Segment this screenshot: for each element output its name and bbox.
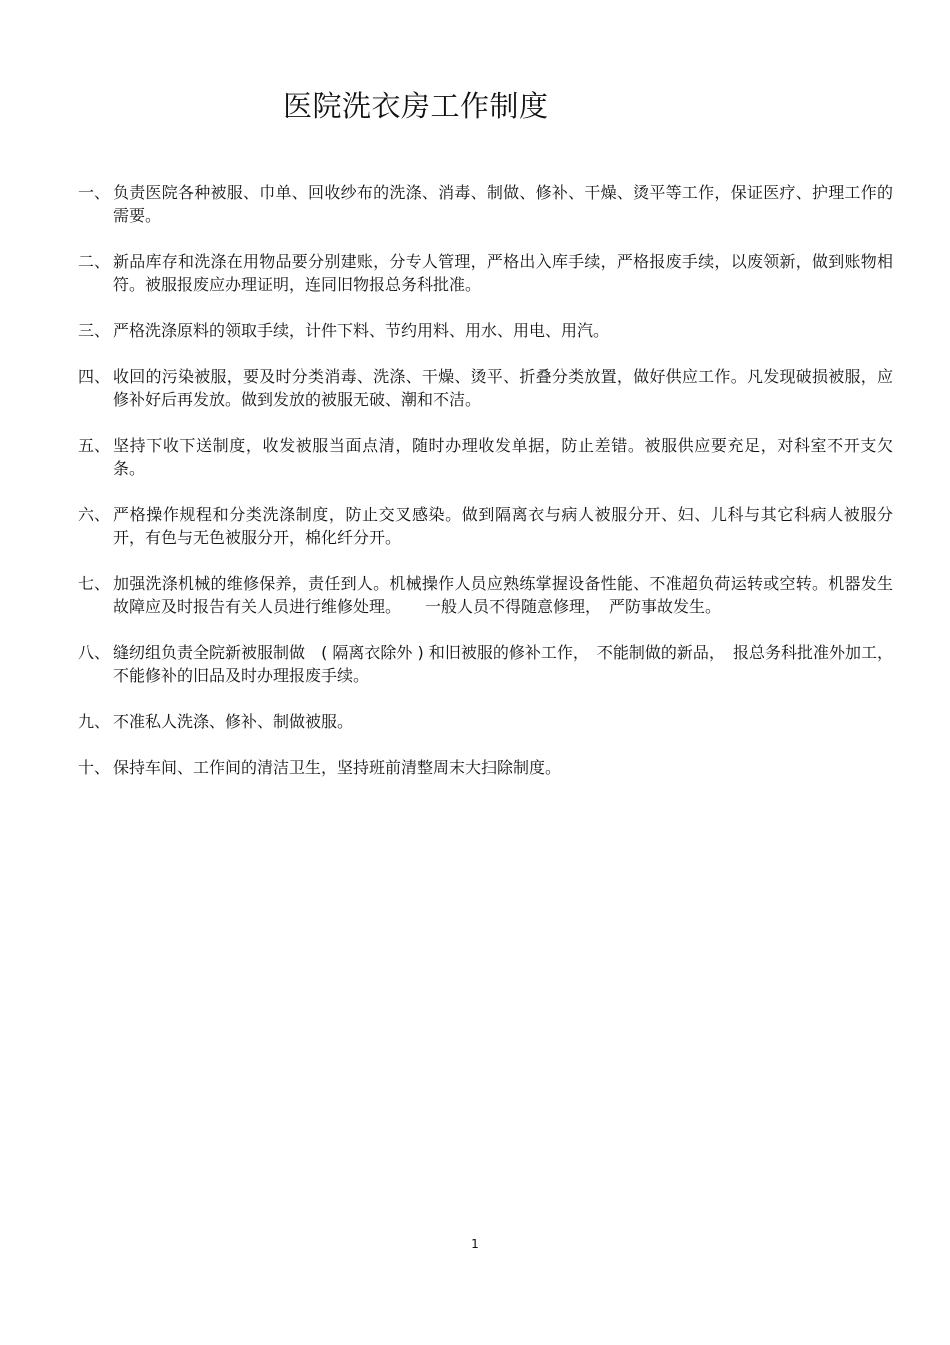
rule-text: 坚持下收下送制度，收发被服当面点清，随时办理收发单据，防止差错。被服供应要充足，对科室不开支欠条。	[113, 436, 893, 478]
rule-number: 三、	[78, 321, 111, 340]
rule-item-5	[78, 434, 893, 480]
rule-item-6	[78, 503, 893, 549]
rule-text: 负责医院各种被服、巾单、回收纱布的洗涤、消毒、制做、修补、干燥、烫平等工作，保证医疗、护理工作的需要。	[113, 183, 893, 225]
rule-text: 缝纫组负责全院新被服制做 ( 隔离衣除外 ) 和旧被服的修补工作， 不能制做的新品， 报总务科批准外加工，不能修补的旧品及时办理报废手续。	[113, 643, 893, 685]
rule-number: 八、	[78, 643, 111, 662]
rule-item-2	[78, 250, 893, 296]
rule-number: 六、	[78, 505, 111, 524]
rule-text: 加强洗涤机械的维修保养，责任到人。机械操作人员应熟练掌握设备性能、不准超负荷运转或空转。机器发生故障应及时报告有关人员进行维修处理。 一般人员不得随意修理， 严防事故发生。	[113, 574, 893, 616]
rule-item-7	[78, 572, 893, 618]
rule-text: 严格洗涤原料的领取手续，计件下料、节约用料、用水、用电、用汽。	[113, 321, 610, 340]
rule-number: 七、	[78, 574, 111, 593]
rule-item-10	[78, 756, 893, 779]
rule-number: 五、	[78, 436, 111, 455]
rule-number: 四、	[78, 367, 111, 386]
rule-item-3	[78, 319, 893, 342]
rule-number: 九、	[78, 712, 111, 731]
rule-text: 严格操作规程和分类洗涤制度，防止交叉感染。做到隔离衣与病人被服分开、妇、儿科与其它科病人被服分开，有色与无色被服分开，棉化纤分开。	[113, 505, 893, 547]
page-number: 1	[471, 1237, 479, 1251]
rule-number: 二、	[78, 252, 111, 271]
rule-text: 新品库存和洗涤在用物品要分别建账，分专人管理，严格出入库手续，严格报废手续，以废领新，做到账物相符。被服报废应办理证明，连同旧物报总务科批准。	[113, 252, 893, 294]
rule-text: 保持车间、工作间的清洁卫生，坚持班前清整周末大扫除制度。	[113, 758, 562, 777]
rule-item-9	[78, 710, 893, 733]
rule-text: 收回的污染被服，要及时分类消毒、洗涤、干燥、烫平、折叠分类放置，做好供应工作。凡发现破损被服，应修补好后再发放。做到发放的被服无破、潮和不洁。	[113, 367, 893, 409]
rule-item-1	[78, 181, 893, 227]
rule-number: 一、	[78, 183, 111, 202]
rule-item-4	[78, 365, 893, 411]
rule-text: 不准私人洗涤、修补、制做被服。	[113, 712, 354, 731]
rule-number: 十、	[78, 758, 111, 777]
rule-item-8	[78, 641, 893, 687]
rules-list	[78, 181, 893, 802]
page-title: 医院洗衣房工作制度	[283, 89, 549, 123]
